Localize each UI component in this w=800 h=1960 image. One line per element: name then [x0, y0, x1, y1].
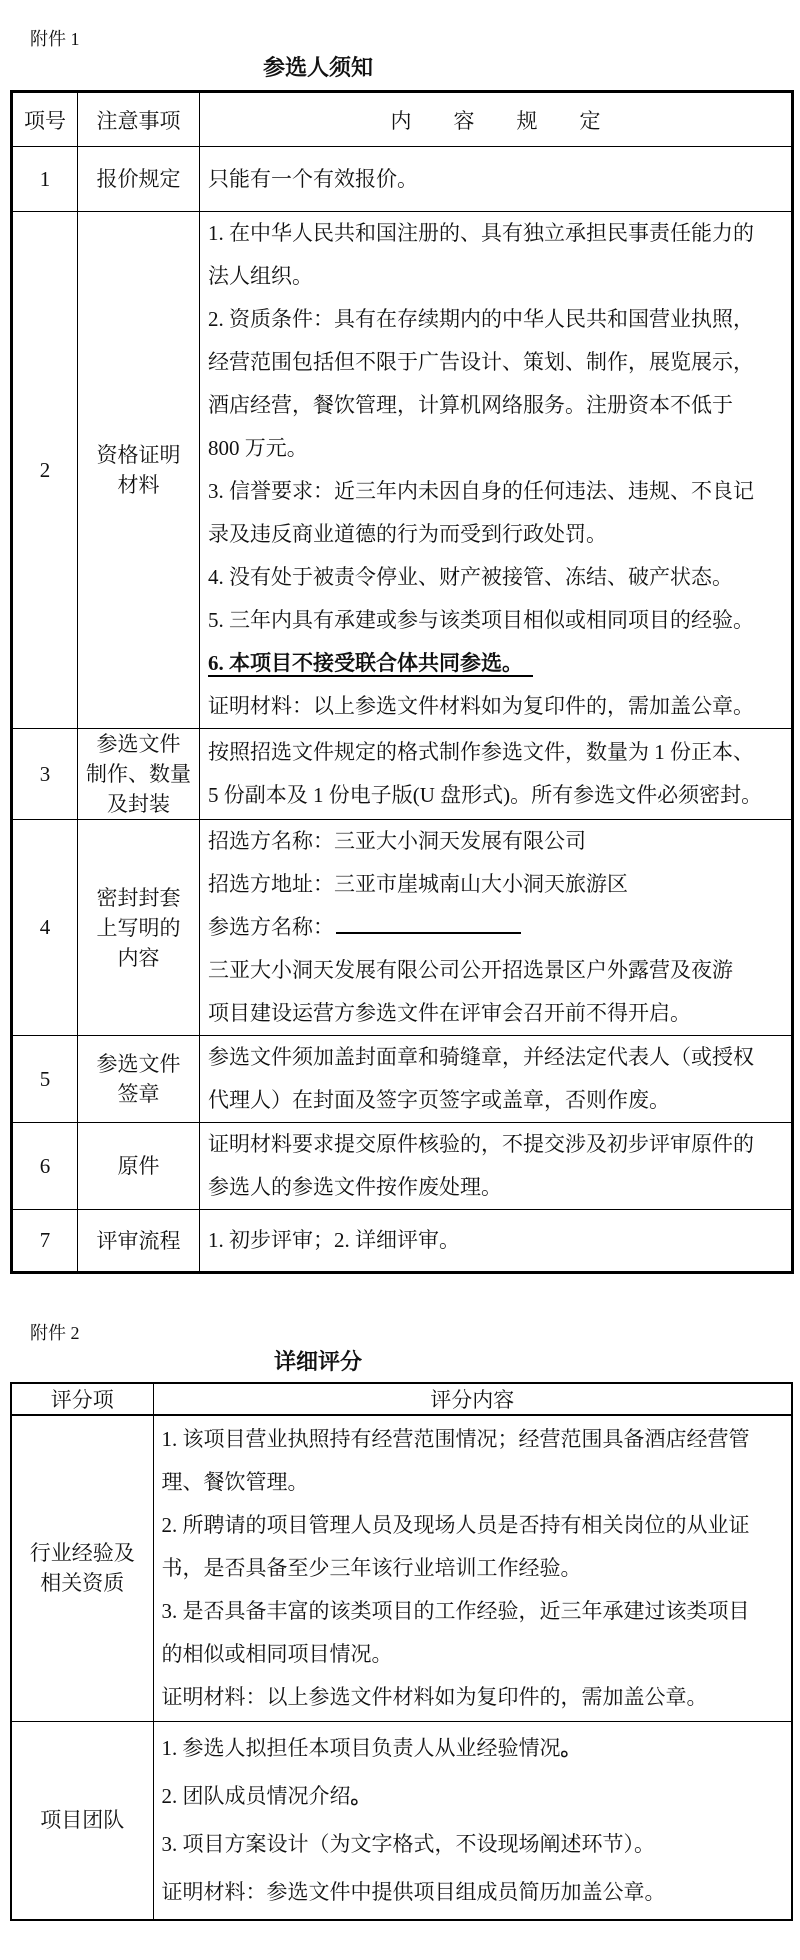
notice-table-body	[12, 147, 793, 1273]
notice-table-header	[12, 92, 793, 147]
text-line: 材料	[117, 473, 160, 497]
text-line: 招选方地址：三亚市崖城南山大小洞天旅游区	[208, 872, 628, 896]
text-line: 代理人）在封面及签字页签字或盖章，否则作废。	[208, 1088, 670, 1112]
text-line: 4. 没有处于被责令停业、财产被接管、冻结、破产状态。	[208, 565, 733, 589]
score-item-cell	[11, 1415, 153, 1721]
text-line: 参选文件	[96, 732, 181, 756]
text-line: 录及违反商业道德的行为而受到行政处罚。	[208, 522, 607, 546]
text-line: 800 万元。	[208, 436, 308, 460]
item-number-cell: 4	[12, 820, 78, 1036]
content-rule-cell	[200, 147, 793, 212]
text-line: 参选方名称：	[208, 906, 783, 949]
table-row	[12, 1036, 793, 1123]
attention-item-cell	[78, 1123, 200, 1210]
text-line: 1. 在中华人民共和国注册的、具有独立承担民事责任能力的	[208, 221, 754, 245]
text-line: 证明材料：以上参选文件材料如为复印件的，需加盖公章。	[161, 1684, 708, 1709]
text-line: 经营范围包括但不限于广告设计、策划、制作，展览展示，	[208, 350, 754, 374]
text-line: 理、餐饮管理。	[161, 1469, 309, 1494]
text-line: 证明材料：参选文件中提供项目组成员简历加盖公章。	[161, 1880, 666, 1905]
attachment1-label: 附件 1	[30, 29, 80, 49]
bold-text: 。	[560, 1736, 582, 1761]
item-number-cell: 2	[12, 212, 78, 729]
text-line: 三亚大小洞天发展有限公司公开招选景区户外露营及夜游	[208, 958, 733, 982]
attachment2-label: 附件 2	[30, 1323, 80, 1343]
content-rule-cell	[200, 212, 793, 729]
table-row	[12, 729, 793, 820]
table-row	[12, 147, 793, 212]
scoring-table-header	[11, 1383, 792, 1415]
table-row	[12, 1210, 793, 1273]
header-item-no: 项号	[12, 92, 78, 147]
text-line: 证明材料要求提交原件核验的，不提交涉及初步评审原件的	[208, 1132, 754, 1156]
text-line: 的相似或相同项目情况。	[161, 1641, 393, 1666]
content-rule-cell	[200, 820, 793, 1036]
attention-item-cell	[78, 729, 200, 820]
attention-item-cell	[78, 147, 200, 212]
text-line: 原件	[117, 1154, 160, 1178]
table-row	[11, 1721, 792, 1920]
text-line: 及封装	[107, 792, 170, 816]
attachment2-title: 详细评分	[273, 1349, 362, 1374]
text-line: 酒店经营，餐饮管理，计算机网络服务。注册资本不低于	[208, 393, 733, 417]
content-rule-cell	[200, 1123, 793, 1210]
text-line: 参选人的参选文件按作废处理。	[208, 1175, 502, 1199]
notice-table	[10, 90, 794, 1274]
attention-item-cell	[78, 1210, 200, 1273]
scoring-table	[10, 1382, 793, 1921]
text-line: 证明材料：以上参选文件材料如为复印件的，需加盖公章。	[208, 694, 754, 718]
table-row	[12, 820, 793, 1036]
text-line: 行业经验及	[29, 1541, 135, 1566]
item-number-cell: 1	[12, 147, 78, 212]
text-line: 1. 参选人拟担任本项目负责人从业经验情况。	[161, 1736, 582, 1761]
score-item-cell	[11, 1721, 153, 1920]
header-attention-item: 注意事项	[78, 92, 200, 147]
scoring-table-body	[11, 1415, 792, 1920]
item-number-cell: 5	[12, 1036, 78, 1123]
text-line: 项目建设运营方参选文件在评审会召开前不得开启。	[208, 1001, 691, 1025]
text-line: 上写明的	[96, 915, 181, 940]
text-line: 签章	[117, 1082, 160, 1106]
text-line: 3. 是否具备丰富的该类项目的工作经验，近三年承建过该类项目	[161, 1598, 750, 1623]
content-rule-cell	[200, 729, 793, 820]
text-line: 参选文件	[96, 1052, 181, 1076]
fill-in-blank-line	[336, 912, 521, 934]
text-line: 5. 三年内具有承建或参与该类项目相似或相同项目的经验。	[208, 608, 754, 632]
attention-item-cell	[78, 820, 200, 1036]
header-score-item: 评分项	[11, 1383, 153, 1415]
text-line: 3. 信誉要求：近三年内未因自身的任何违法、违规、不良记	[208, 479, 754, 503]
document-page	[0, 28, 800, 1960]
item-number-cell: 6	[12, 1123, 78, 1210]
content-rule-cell	[200, 1036, 793, 1123]
emphasized-text: 6. 本项目不接受联合体共同参选。	[208, 651, 533, 677]
text-line	[208, 642, 783, 685]
table-row	[12, 212, 793, 729]
content-rule-cell	[200, 1210, 793, 1273]
header-row	[12, 92, 793, 147]
text-line: 书，是否具备至少三年该行业培训工作经验。	[161, 1555, 582, 1580]
text-line: 只能有一个有效报价。	[208, 166, 418, 191]
text-line: 密封封套	[96, 885, 181, 910]
item-number-cell: 3	[12, 729, 78, 820]
text-line: 按照招选文件规定的格式制作参选文件，数量为 1 份正本、	[208, 740, 754, 764]
attention-item-cell	[78, 1036, 200, 1123]
text-line: 内容	[117, 945, 160, 970]
text-line: 2. 所聘请的项目管理人员及现场人员是否持有相关岗位的从业证	[161, 1512, 750, 1537]
text-line: 相关资质	[40, 1571, 125, 1596]
attachment1-title: 参选人须知	[262, 55, 373, 80]
text-line: 2. 团队成员情况介绍。	[161, 1784, 372, 1809]
text-line: 5 份副本及 1 份电子版(U 盘形式)。所有参选文件必须密封。	[208, 783, 763, 807]
table-row	[12, 1123, 793, 1210]
text-line: 3. 项目方案设计（为文字格式，不设现场阐述环节）。	[161, 1832, 655, 1857]
header-content-rule: 内 容 规 定	[200, 92, 793, 147]
text-line: 项目团队	[40, 1808, 125, 1833]
item-number-cell: 7	[12, 1210, 78, 1273]
text-line: 1. 该项目营业执照持有经营范围情况；经营范围具备酒店经营管	[161, 1426, 750, 1451]
bold-text: 。	[350, 1784, 372, 1809]
score-content-cell	[153, 1721, 792, 1920]
header-row	[11, 1383, 792, 1415]
text-line: 报价规定	[96, 167, 181, 191]
score-content-cell	[153, 1415, 792, 1721]
text-line: 1. 初步评审；2. 详细评审。	[208, 1228, 460, 1252]
attention-item-cell	[78, 212, 200, 729]
text-line: 评审流程	[96, 1228, 181, 1253]
table-row	[11, 1415, 792, 1721]
text-line: 法人组织。	[208, 264, 313, 288]
header-score-content: 评分内容	[153, 1383, 792, 1415]
text-line: 招选方名称：三亚大小洞天发展有限公司	[208, 829, 586, 853]
text-line: 制作、数量	[86, 762, 191, 786]
text-line: 2. 资质条件：具有在存续期内的中华人民共和国营业执照，	[208, 307, 754, 331]
text-line: 参选文件须加盖封面章和骑缝章，并经法定代表人（或授权	[208, 1045, 754, 1069]
text-line: 资格证明	[96, 443, 181, 467]
